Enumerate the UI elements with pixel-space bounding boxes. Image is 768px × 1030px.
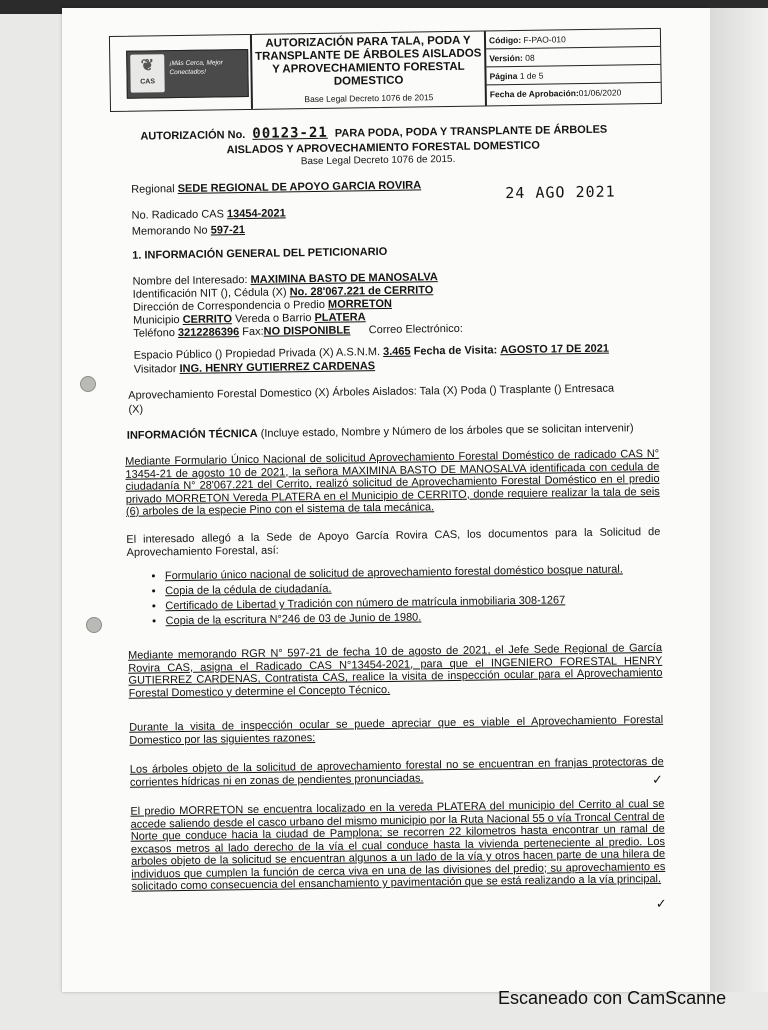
paragraph-property: El predio MORRETON se encuentra localizado en la vereda PLATERA del municipio del Cerrito al cual se accede saliendo desde el casco urbano del mismo municipio por la Ruta Nacional 55 o vía Troncal Central de Norte que conduce hacia la ciudad de Pamplona; se recorren 22 kilometros hasta encontrar un ramal de excasos metros al lado derecho de la vía el cual conduce hasta la vivienda perteneciente al predio. Los arboles objeto de la solicitud se encuentran algunos a un lado de la vía y otros hacen parte de una hilera de individuos que cumplen la función de cerca viva en una de las divisiones del predio; su aprovechamiento es solicitado como consecuencia del ensanchamiento y pavimentación que se está realizando a la vía principal. xyxy=(130,797,666,893)
received-date-stamp: 24 AGO 2021 xyxy=(505,182,616,203)
authorization-subtitle: AISLADOS Y APROVECHAMIENTO FORESTAL DOMESTICO xyxy=(226,139,540,157)
aprovechamiento-type: Aprovechamiento Forestal Domestico (X) Árboles Aislados: Tala (X) Poda () Trasplante () Entresaca xyxy=(128,382,615,402)
header-legal-base: Base Legal Decreto 1076 de 2015 xyxy=(304,92,434,105)
authorization-line: AUTORIZACIÓN No. 00123-21 PARA PODA, PODA Y TRANSPLANTE DE ÁRBOLES xyxy=(140,123,608,143)
list-item: • Copia de la cédula de ciudadanía. xyxy=(165,577,675,600)
header-title: AUTORIZACIÓN PARA TALA, PODA Y TRANSPLANTE DE ÁRBOLES AISLADOS Y APROVECHAMIENTO FORESTAL DOMESTICO xyxy=(254,34,482,88)
meta-page: Página 1 de 5 xyxy=(486,65,660,86)
visitor-line: Visitador ING. HENRY GUTIERREZ CARDENAS xyxy=(133,360,376,376)
petitioner-name: Nombre del Interesado: MAXIMINA BASTO DE MANOSALVA xyxy=(132,271,438,288)
meta-approval-date: Fecha de Aprobación:01/06/2020 xyxy=(489,87,622,100)
aprovechamiento-type-cont: (X) xyxy=(128,403,144,416)
petitioner-address: Dirección de Correspondencia o Predio MORRETON xyxy=(132,297,393,314)
handwritten-check-mark: ✓ xyxy=(651,771,664,788)
paragraph-inspection: Durante la visita de inspección ocular se puede apreciar que es viable el Aprovechamiento Forestal Domestico por las siguientes razones: xyxy=(129,713,664,747)
memorando-line: Memorando No 597-21 xyxy=(131,224,246,238)
authorization-legal: Base Legal Decreto 1076 de 2015. xyxy=(300,153,456,168)
meta-version: Versión: 08 xyxy=(486,47,660,68)
list-item: • Copia de la escritura N°246 de 03 de Junio de 1980. xyxy=(165,607,675,630)
handwritten-check-mark: ✓ xyxy=(655,895,667,912)
visit-details: Espacio Público () Propiedad Privada (X) A.S.N.M. 3.465 Fecha de Visita: AGOSTO 17 DE 2021 xyxy=(133,342,609,362)
petitioner-location: Municipio CERRITO Vereda o Barrio PLATERA xyxy=(133,311,366,327)
petitioner-id: Identificación NIT (), Cédula (X) No. 28'067.221 de CERRITO xyxy=(132,284,434,301)
section1-title: 1. INFORMACIÓN GENERAL DEL PETICIONARIO xyxy=(132,245,388,262)
regional-line: Regional SEDE REGIONAL DE APOYO GARCIA ROVIRA xyxy=(131,179,422,196)
meta-code: Código: F-PAO-010 xyxy=(486,29,660,50)
petitioner-contact: Teléfono 3212286396 Fax:NO DISPONIBLE Correo Electrónico: xyxy=(133,322,463,340)
paragraph-request: Mediante Formulario Único Nacional de solicitud Aprovechamiento Forestal Doméstico de radicado CAS N° 13454-21 de agosto 10 de 2021, la señora MAXIMINA BASTO DE MANOSALVA identificada con cedula de ciudadanía N° 28'067.221 del Cerrito, realizó solicitud de Aprovechamiento Forestal Doméstico en el predio privado MORRETON Vereda PLATERA en el Municipio de CERRITO, donde requiere realizar la tala de seis (6) arboles de la especie Pino con el sistema de tala mecánica. xyxy=(125,447,660,518)
leaf-icon: ❦ CAS xyxy=(130,54,165,93)
logo-slogan: ¡Más Cerca, Mejor Conectados! xyxy=(169,59,223,77)
authorization-number: 00123-21 xyxy=(252,124,328,142)
scanner-watermark: Escaneado con CamScanne xyxy=(498,988,727,1008)
documents-list xyxy=(147,562,676,630)
paragraph-documents-intro: El interesado allegó a la Sede de Apoyo García Rovira CAS, los documentos para la Solicitud de Aprovechamiento Forestal, así: xyxy=(126,525,661,559)
list-item: • Formulario único nacional de solicitud de aprovechamiento forestal doméstico bosque natural. xyxy=(165,562,675,585)
cas-logo xyxy=(126,49,249,99)
radicado-line: No. Radicado CAS 13454-2021 xyxy=(131,207,286,222)
paragraph-trees-location: Los árboles objeto de la solicitud de aprovechamiento forestal no se encuentran en franjas protectoras de corrientes hídricas ni en zonas de pendientes pronunciadas. xyxy=(129,755,664,789)
paragraph-memorandum: Mediante memorando RGR N° 597-21 de fecha 10 de agosto de 2021, el Jefe Sede Regional de García Rovira CAS, asigna el Radicado CAS N°13454-2021, para que el INGENIERO FORESTAL HENRY GUTIERREZ CARDENAS, Contratista CAS, realice la visita de inspección ocular para el Aprovechamiento Forestal Domestico y determine el Concepto Técnico. xyxy=(128,641,663,700)
header-table xyxy=(109,28,662,112)
list-item: • Certificado de Libertad y Tradición con número de matrícula inmobiliaria 308-1267 xyxy=(165,592,675,615)
tech-info-heading: INFORMACIÓN TÉCNICA (Incluye estado, Nombre y Número de los árboles que se solicitan intervenir) xyxy=(126,422,634,442)
